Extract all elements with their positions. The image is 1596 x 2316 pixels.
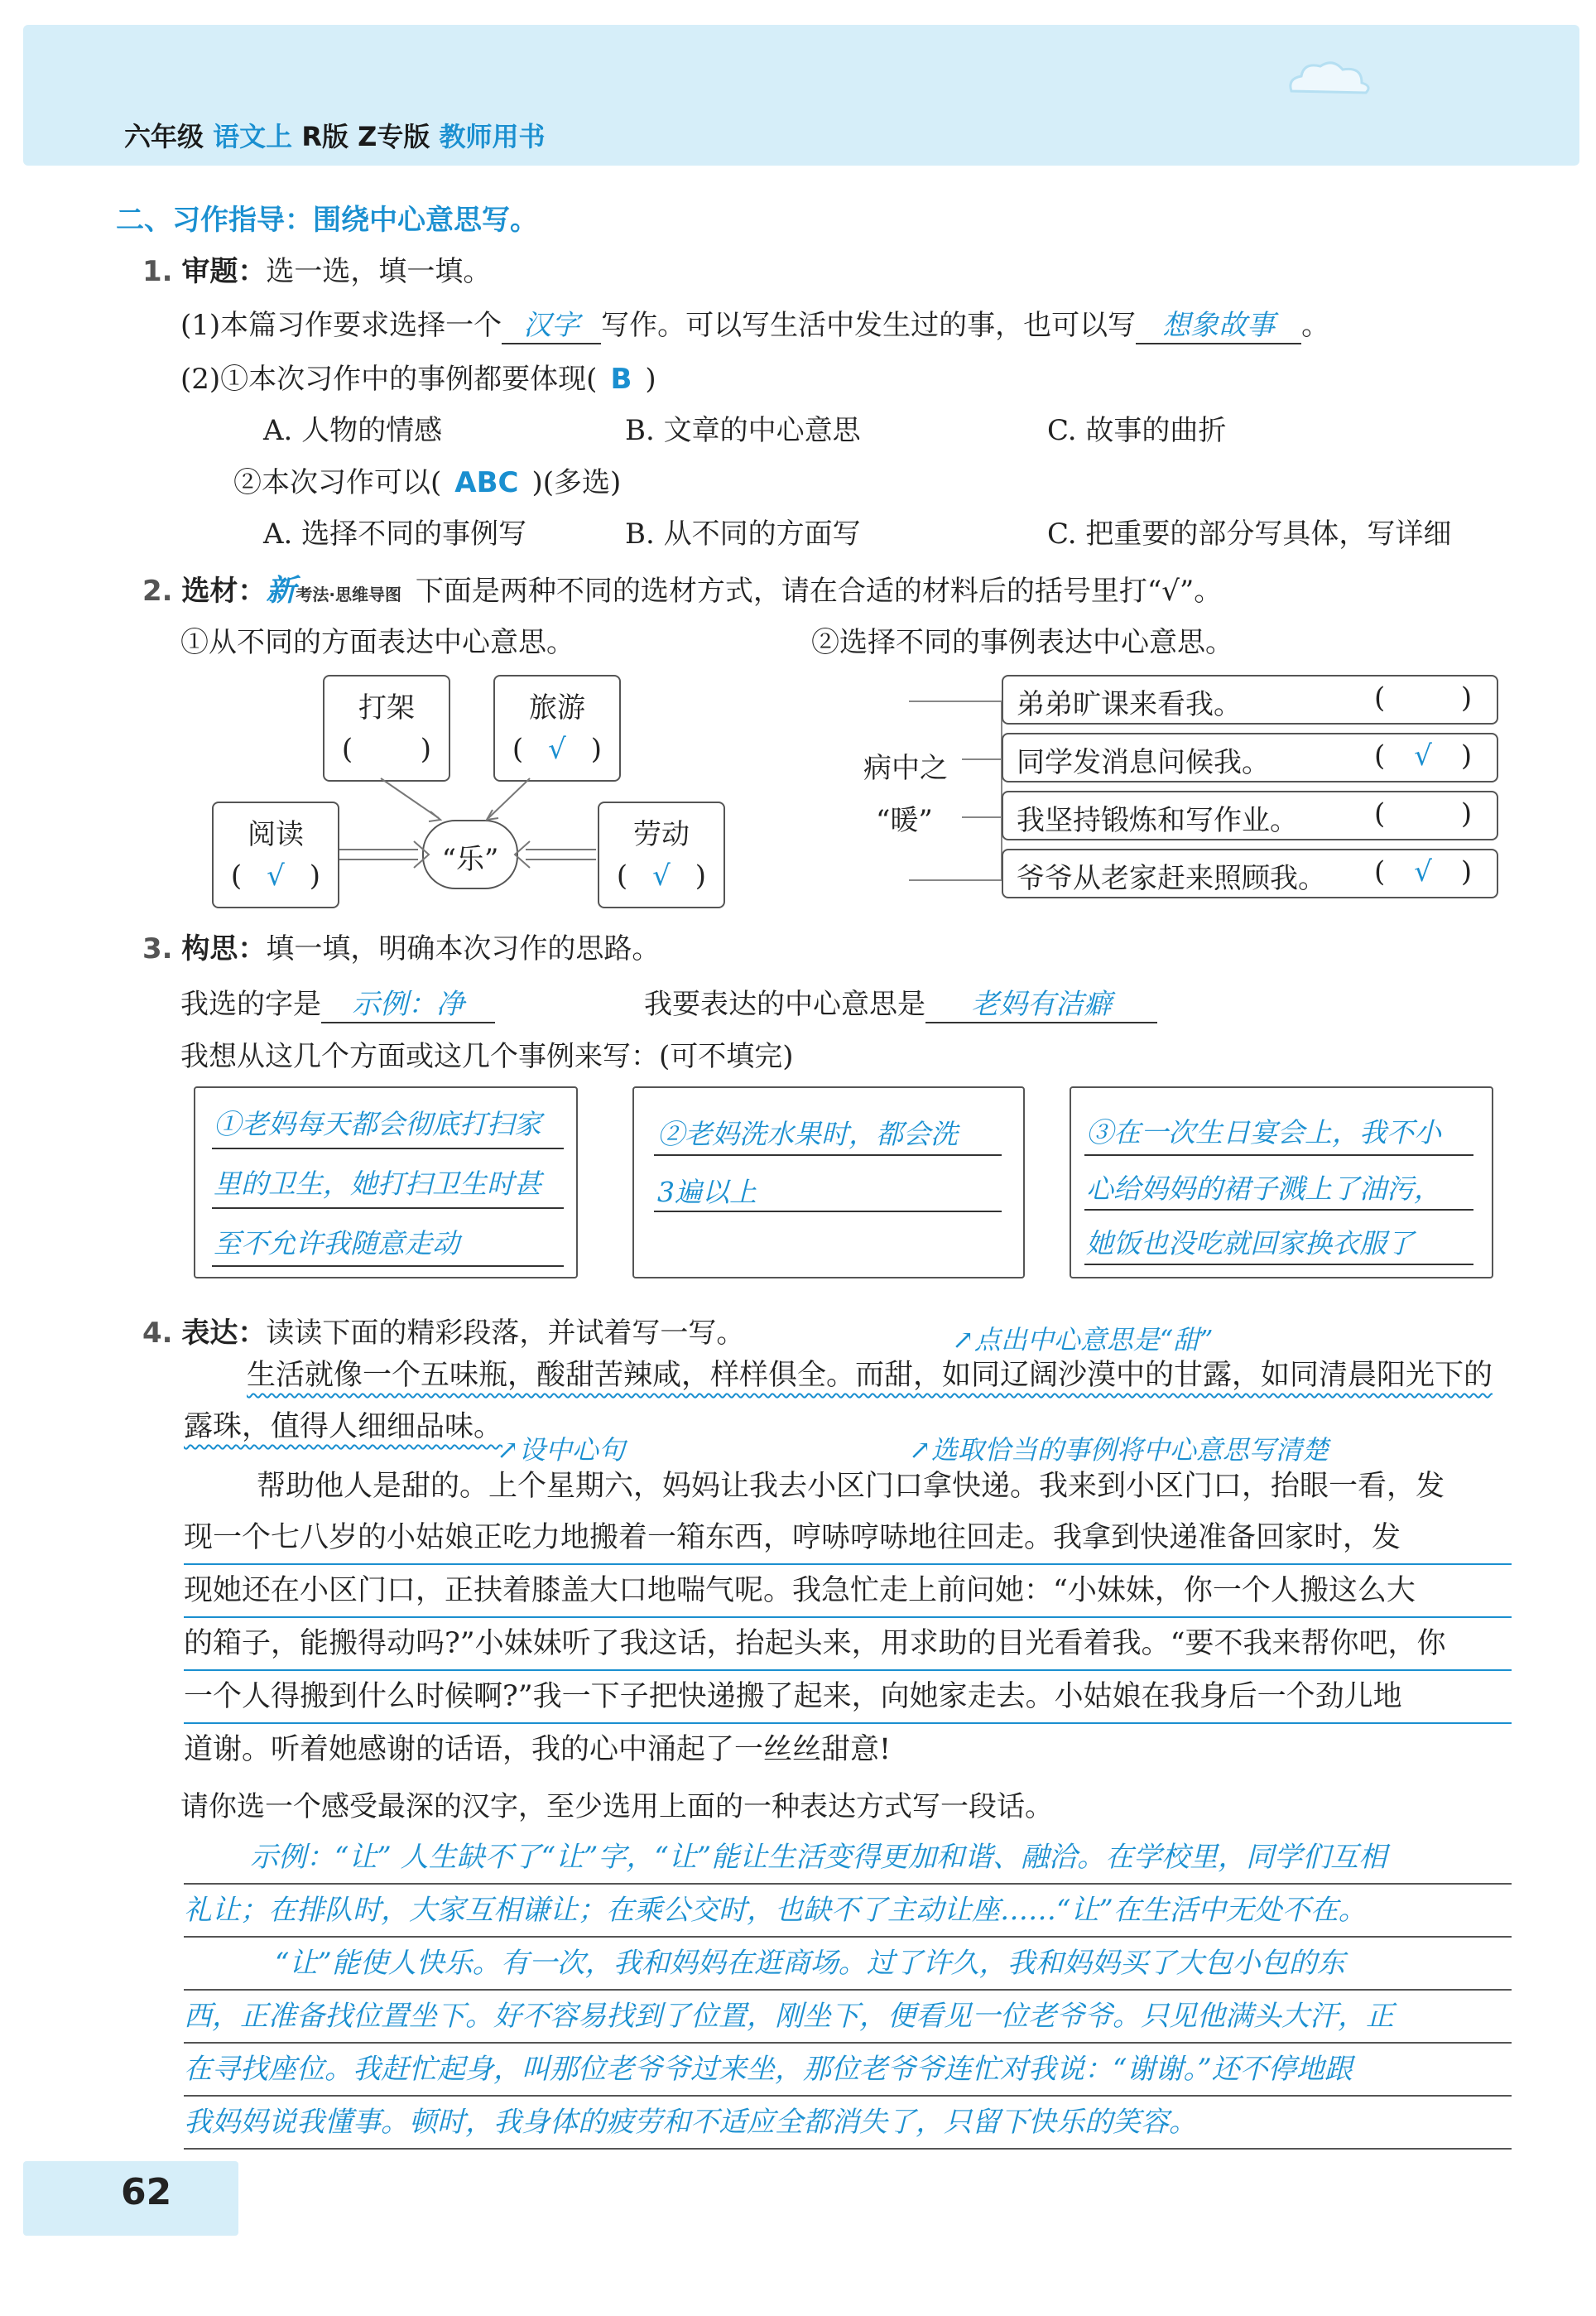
q4-heading: 4. 表达：读读下面的精彩段落，并试着写一写。 (142, 1317, 745, 1350)
q1-heading: 1. 审题：选一选，填一填。 (142, 255, 492, 288)
q3-ways-label: 我想从这几个方面或这几个事例来写：(可不填完) (180, 1040, 794, 1073)
q1-option2-c: C. 把重要的部分写具体，写详细 (1047, 518, 1452, 551)
idea-box-3: ③在一次生日宴会上，我不小 心给妈妈的裙子溅上了油污， 她饭也没吃就回家换衣服了 (1070, 1086, 1493, 1278)
q3-heading: 3. 构思：填一填，明确本次习作的思路。 (142, 932, 661, 965)
aspect-box-3: 阅读 ( √ ) (212, 802, 339, 908)
example-box-2: 同学发消息问候我。 ( √ ) (1002, 733, 1498, 782)
aspect-box-2: 旅游 ( √ ) (493, 675, 621, 782)
center-oval: “乐” (422, 820, 518, 889)
q3-word-answer: 示例：净 (321, 981, 495, 1023)
q3-center-answer: 老妈有洁癖 (925, 981, 1157, 1023)
header-title: 六年级 语文上 R版 Z专版 教师用书 (124, 121, 546, 152)
q4-task: 请你选一个感受最深的汉字，至少选用上面的一种表达方式写一段话。 (180, 1790, 1053, 1823)
note-examples: ↗选取恰当的事例将中心意思写清楚 (909, 1434, 1329, 1466)
q1-line1: (1)本篇习作要求选择一个 汉字 写作。可以写生活中发生过的事，也可以写 想象故事 。 (180, 302, 1329, 344)
q4-paragraph-1: 生活就像一个五味瓶，酸甜苦辣咸，样样俱全。而甜，如同辽阔沙漠中的甘露，如同清晨阳光下的 露珠，值得人细细品味。 (184, 1359, 1493, 1443)
q1-option2-a: A. 选择不同的事例写 (263, 518, 527, 551)
cloud-icon (1283, 58, 1374, 99)
q2-left-title: ①从不同的方面表达中心意思。 (180, 626, 574, 659)
page-header (0, 0, 1596, 174)
bracket-lines (902, 700, 1010, 890)
aspect-box-4: 劳动 ( √ ) (598, 802, 725, 908)
q1-option-b: B. 文章的中心意思 (625, 414, 861, 447)
q1-option-c: C. 故事的曲折 (1047, 414, 1227, 447)
q1-line2: (2)①本次习作中的事例都要体现( B ) (180, 363, 656, 396)
q4-paragraph-2: 帮助他人是甜的。上个星期六，妈妈让我去小区门口拿快递。我来到小区门口，抬眼一看，发 现一个七八岁的小姑娘正吃力地搬着一箱东西，哼哧哼哧地往回走。我拿到快递准备回家时，发 现她还在小区门口，正扶着膝盖大口地喘气呢。我急忙走上前问她：“小妹妹，你一个人搬这么大 的箱子，能搬得动吗?”小妹妹听了我这话，抬起头来，用求助的目光看着我。“要不我来帮你吧，你 一个人得搬到什么时候啊?”我一下子把快递搬了起来，向她家走去。小姑娘在我身后一个劲儿地 道谢。听着她感谢的话语，我的心中涌起了一丝丝甜意! (184, 1461, 1512, 1775)
q1-answer-4: ABC (454, 466, 519, 499)
right-center-line1: 病中之 (863, 752, 948, 785)
right-center-line2: “暖” (876, 804, 933, 837)
q3-center-line: 我要表达的中心意思是 老妈有洁癖 (644, 981, 1157, 1023)
q4-answer: 示例：“让” 人生缺不了“让”字，“让”能让生活变得更加和谐、融洽。在学校里，同学们互相 礼让；在排队时，大家互相谦让；在乘公交时，也缺不了主动让座……“让”在生活中无处不在。 “让”能使人快乐。有一次，我和妈妈在逛商场。过了许久，我和妈妈买了大包小包的东 西，正准备找位置坐下。好不容易找到了位置，刚坐下，便看见一位老爷爷。只见他满头大汗，正 在寻找座位。我赶忙起身，叫那位老爷爷过来坐，那位老爷爷连忙对我说：“谢谢。”还不停地跟 我妈妈说我懂事。顿时，我身体的疲劳和不适应全都消失了，只留下快乐的笑容。 (184, 1832, 1512, 2150)
note-center-sentence: ↗设中心句 (497, 1434, 625, 1466)
example-box-4: 爷爷从老家赶来照顾我。 ( √ ) (1002, 849, 1498, 898)
q1-answer-2: 想象故事 (1136, 302, 1301, 344)
aspect-box-1: 打架 ( ) (323, 675, 450, 782)
q1-line3: ②本次习作可以( ABC )(多选) (233, 466, 622, 499)
diagram-arrows (207, 745, 745, 911)
q1-answer-1: 汉字 (502, 302, 601, 344)
q1-option-a: A. 人物的情感 (263, 414, 443, 447)
q3-word-line: 我选的字是 示例：净 (180, 981, 495, 1023)
q2-heading: 2. 选材：新考法·思维导图 下面是两种不同的选材方式，请在合适的材料后的括号里打“√”。 (142, 574, 1223, 608)
example-box-1: 弟弟旷课来看我。 ( ) (1002, 675, 1498, 725)
badge-text: 考法·思维导图 (296, 585, 402, 604)
section-title: 二、习作指导：围绕中心意思写。 (116, 204, 538, 237)
q2-right-title: ②选择不同的事例表达中心意思。 (811, 626, 1233, 659)
page-number: 62 (121, 2171, 172, 2213)
example-box-3: 我坚持锻炼和写作业。 ( ) (1002, 791, 1498, 840)
q1-answer-3: B (610, 363, 632, 396)
note-center-sweet: ↗点出中心意思是“甜” (952, 1324, 1214, 1355)
badge-new: 新 (266, 574, 296, 608)
q1-option2-b: B. 从不同的方面写 (625, 518, 861, 551)
idea-box-1: ①老妈每天都会彻底打扫家 里的卫生，她打扫卫生时甚 至不允许我随意走动 (194, 1086, 578, 1278)
idea-box-2: ②老妈洗水果时，都会洗 3遍以上 (632, 1086, 1025, 1278)
